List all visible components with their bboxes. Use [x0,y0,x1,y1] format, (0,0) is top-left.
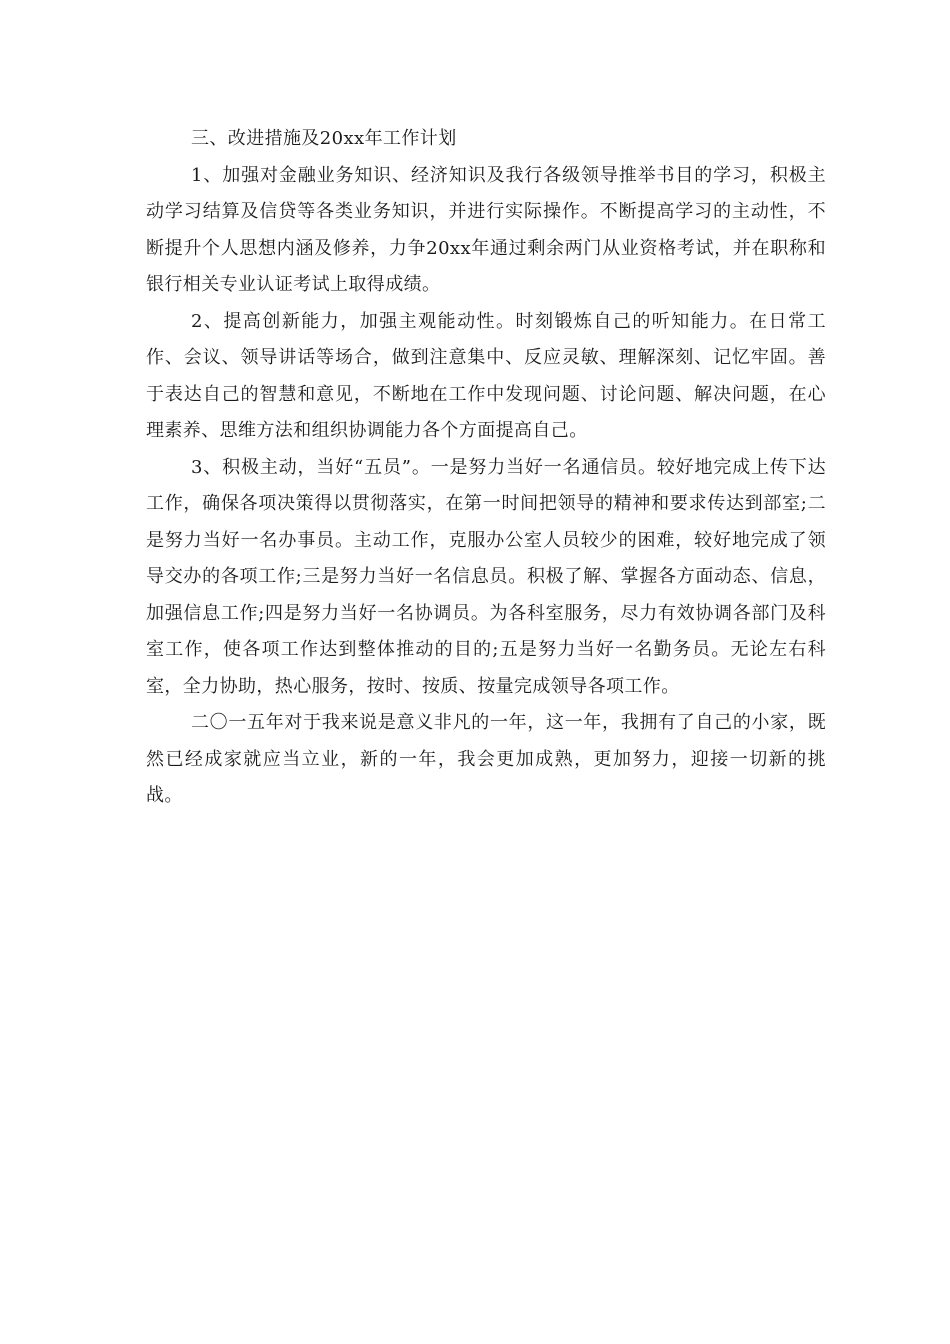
paragraph-4: 二〇一五年对于我来说是意义非凡的一年，这一年，我拥有了自己的小家，既然已经成家就应当立业，新的一年，我会更加成熟，更加努力，迎接一切新的挑战。 [146,712,826,806]
paragraph-2: 2、提高创新能力，加强主观能动性。时刻锻炼自己的听知能力。在日常工作、会议、领导讲话等场合，做到注意集中、反应灵敏、理解深刻、记忆牢固。善于表达自己的智慧和意见，不断地在工作中发现问题、讨论问题、解决问题，在心理素养、思维方法和组织协调能力各个方面提高自己。 [146,310,826,441]
section-heading: 三、改进措施及20xx年工作计划 [191,128,457,149]
document-body [146,121,826,815]
paragraph-1: 1、加强对金融业务知识、经济知识及我行各级领导推举书目的学习，积极主动学习结算及信贷等各类业务知识，并进行实际操作。不断提高学习的主动性，不断提升个人思想内涵及修养，力争20xx年通过剩余两门从业资格考试，并在职称和银行相关专业认证考试上取得成绩。 [146,164,826,295]
paragraph-3: 3、积极主动，当好“五员”。一是努力当好一名通信员。较好地完成上传下达工作，确保各项决策得以贯彻落实，在第一时间把领导的精神和要求传达到部室;二是努力当好一名办事员。主动工作，克服办公室人员较少的困难，较好地完成了领导交办的各项工作;三是努力当好一名信息员。积极了解、掌握各方面动态、信息，加强信息工作;四是努力当好一名协调员。为各科室服务，尽力有效协调各部门及科室工作，使各项工作达到整体推动的目的;五是努力当好一名勤务员。无论左右科室，全力协助，热心服务，按时、按质、按量完成领导各项工作。 [146,456,826,697]
